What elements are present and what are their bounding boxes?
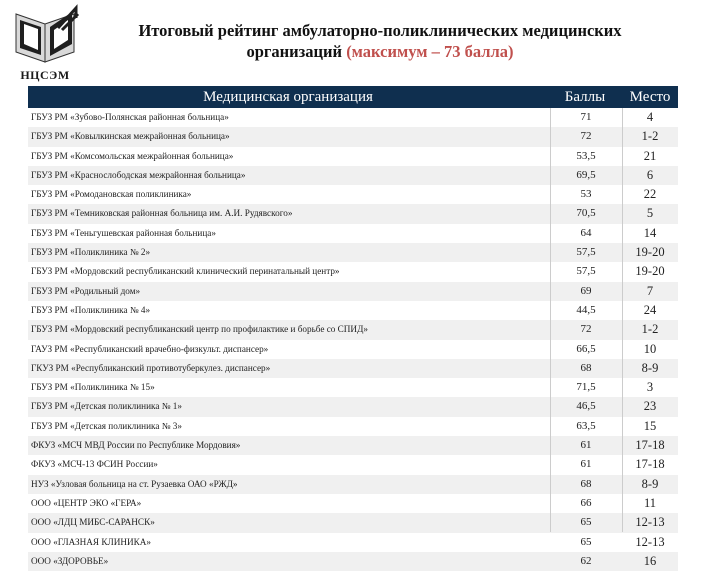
table-row [28,224,678,243]
title-line-2 [110,41,650,62]
row-place: 11 [622,494,678,513]
row-org: ГБУЗ РМ «Мордовский республиканский клинический перинатальный центр» [28,262,550,281]
row-place: 12-13 [622,513,678,532]
row-score: 69 [550,282,622,301]
row-org: ГАУЗ РМ «Республиканский врачебно-физкульт. диспансер» [28,340,550,359]
column-divider [622,108,623,532]
row-place: 4 [622,108,678,127]
row-org: ООО «ЛДЦ МИБС-САРАНСК» [28,513,550,532]
table-row [28,378,678,397]
row-org: ГБУЗ РМ «Теньгушевская районная больница» [28,224,550,243]
row-place: 1-2 [622,127,678,146]
row-org: ООО «ЦЕНТР ЭКО «ГЕРА» [28,494,550,513]
table-row [28,436,678,455]
header-org: Медицинская организация [203,89,373,105]
table-row [28,455,678,474]
row-score: 57,5 [550,262,622,281]
table-row [28,262,678,281]
table-row [28,127,678,146]
row-place: 17-18 [622,455,678,474]
row-score: 70,5 [550,204,622,223]
row-score: 66 [550,494,622,513]
row-score: 68 [550,475,622,494]
row-place: 15 [622,417,678,436]
row-org: ГБУЗ РМ «Мордовский республиканский центр по профилактике и борьбе со СПИД» [28,320,550,339]
row-place: 7 [622,282,678,301]
row-place: 16 [622,552,678,571]
rating-table [28,86,678,568]
table-row [28,301,678,320]
row-place: 14 [622,224,678,243]
table-row [28,494,678,513]
row-org: ГБУЗ РМ «Краснослободская межрайонная больница» [28,166,550,185]
row-score: 46,5 [550,397,622,416]
title-highlight: (максимум – 73 балла) [346,42,514,61]
row-score: 68 [550,359,622,378]
row-score: 63,5 [550,417,622,436]
row-score: 53,5 [550,147,622,166]
row-place: 5 [622,204,678,223]
table-row [28,147,678,166]
table-row [28,533,678,552]
row-org: ФКУЗ «МСЧ МВД России по Республике Мордовия» [28,436,550,455]
table-row [28,166,678,185]
table-row [28,282,678,301]
row-score: 71 [550,108,622,127]
row-org: ГБУЗ РМ «Родильный дом» [28,282,550,301]
table-row [28,185,678,204]
row-score: 53 [550,185,622,204]
table-header [28,86,678,108]
row-score: 61 [550,436,622,455]
table-row [28,204,678,223]
row-score: 65 [550,513,622,532]
row-place: 12-13 [622,533,678,552]
table-row [28,475,678,494]
row-place: 17-18 [622,436,678,455]
logo [8,4,82,84]
row-org: ФКУЗ «МСЧ-13 ФСИН России» [28,455,550,474]
row-place: 10 [622,340,678,359]
row-place: 3 [622,378,678,397]
row-org: ГБУЗ РМ «Поликлиника № 2» [28,243,550,262]
row-org: ГБУЗ РМ «Комсомольская межрайонная больница» [28,147,550,166]
row-org: ООО «ЗДОРОВЬЕ» [28,552,550,571]
row-org: ГБУЗ РМ «Зубово-Полянская районная больница» [28,108,550,127]
row-score: 71,5 [550,378,622,397]
row-org: НУЗ «Узловая больница на ст. Рузаевка ОАО «РЖД» [28,475,550,494]
row-org: ООО «ГЛАЗНАЯ КЛИНИКА» [28,533,550,552]
row-score: 61 [550,455,622,474]
row-score: 66,5 [550,340,622,359]
row-org: ГБУЗ РМ «Ромодановская поликлиника» [28,185,550,204]
title-line-2-prefix: организаций [246,42,347,61]
logo-text: НЦСЭМ [20,68,70,82]
page-title [110,20,650,62]
row-place: 6 [622,166,678,185]
row-score: 69,5 [550,166,622,185]
header-place: Место [629,89,671,105]
table-row [28,513,678,532]
row-org: ГБУЗ РМ «Детская поликлиника № 3» [28,417,550,436]
header-score: Баллы [564,89,606,105]
table-row [28,108,678,127]
book-logo-icon [8,4,82,66]
row-place: 24 [622,301,678,320]
row-place: 8-9 [622,475,678,494]
row-org: ГБУЗ РМ «Ковылкинская межрайонная больница» [28,127,550,146]
row-place: 19-20 [622,262,678,281]
table-row [28,243,678,262]
row-place: 23 [622,397,678,416]
row-place: 19-20 [622,243,678,262]
table-row [28,552,678,571]
row-score: 62 [550,552,622,571]
row-place: 1-2 [622,320,678,339]
row-score: 44,5 [550,301,622,320]
row-score: 72 [550,320,622,339]
row-place: 21 [622,147,678,166]
title-line-1: Итоговый рейтинг амбулаторно-поликлинических медицинских [138,21,622,40]
row-place: 8-9 [622,359,678,378]
row-score: 57,5 [550,243,622,262]
table-body [28,108,678,571]
table-row [28,340,678,359]
row-org: ГБУЗ РМ «Поликлиника № 15» [28,378,550,397]
row-org: ГКУЗ РМ «Республиканский противотуберкулез. диспансер» [28,359,550,378]
table-row [28,320,678,339]
row-score: 72 [550,127,622,146]
column-divider [550,108,551,532]
table-row [28,359,678,378]
row-org: ГБУЗ РМ «Поликлиника № 4» [28,301,550,320]
table-row [28,397,678,416]
row-score: 64 [550,224,622,243]
row-score: 65 [550,533,622,552]
row-place: 22 [622,185,678,204]
table-row [28,417,678,436]
row-org: ГБУЗ РМ «Детская поликлиника № 1» [28,397,550,416]
row-org: ГБУЗ РМ «Темниковская районная больница им. А.И. Рудявского» [28,204,550,223]
